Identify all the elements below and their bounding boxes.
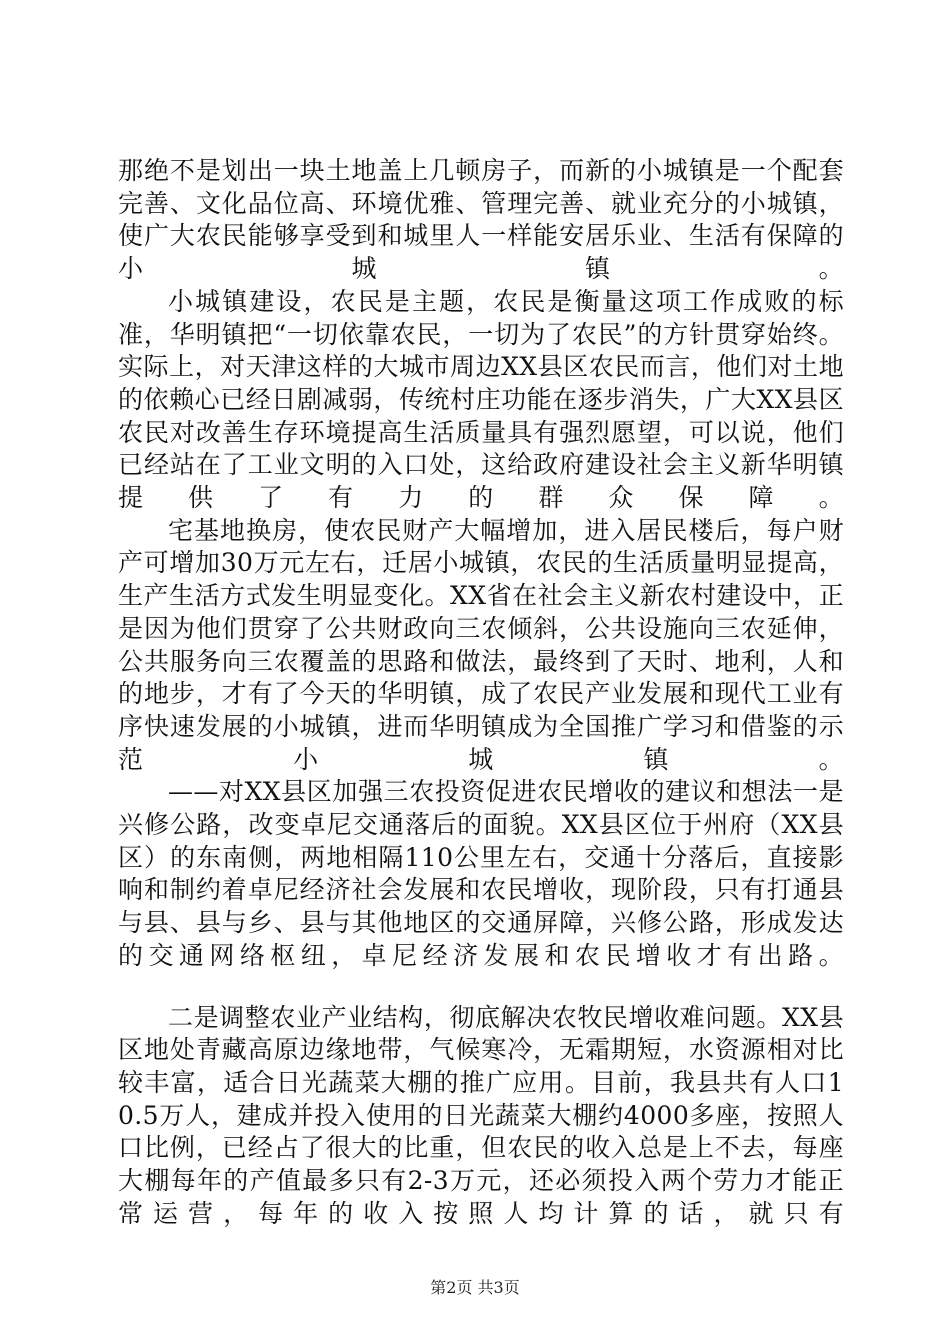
page-footer: 第2页 共3页	[430, 1278, 520, 1297]
paragraph-1: 那绝不是划出一块土地盖上几顿房子，而新的小城镇是一个配套完善、文化品位高、环境优雅、管理完善、就业充分的小城镇，使广大农民能够享受到和城里人一样能安居乐业、生活有保障的小城镇。	[118, 156, 844, 284]
paragraph-gap	[118, 973, 844, 1002]
paragraph-4: ——对XX县区加强三农投资促进农民增收的建议和想法一是兴修公路，改变卓尼交通落后的面貌。XX县区位于州府（XX县区）的东南侧，两地相隔110公里左右，交通十分落后，直接影响和制约着卓尼经济社会发展和农民增收，现阶段，只有打通县与县、县与乡、县与其他地区的交通屏障，兴修公路，形成发达的交通网络枢纽，卓尼经济发展和农民增收才有出路。	[118, 777, 844, 970]
document-body	[118, 155, 844, 1231]
paragraph-5: 二是调整农业产业结构，彻底解决农牧民增收难问题。XX县区地处青藏高原边缘地带，气候寒冷，无霜期短，水资源相对比较丰富，适合日光蔬菜大棚的推广应用。目前，我县共有人口10.5万人，建成并投入使用的日光蔬菜大棚约4000多座，按照人口比例，已经占了很大的比重，但农民的收入总是上不去，每座大棚每年的产值最多只有2-3万元，还必须投入两个劳力才能正常运营，每年的收入按照人均计算的话，就只有	[118, 1002, 844, 1228]
paragraph-2: 小城镇建设，农民是主题，农民是衡量这项工作成败的标准，华明镇把“一切依靠农民，一切为了农民”的方针贯穿始终。实际上，对天津这样的大城市周边XX县区农民而言，他们对土地的依赖心已经日剧减弱，传统村庄功能在逐步消失，广大XX县区农民对改善生存环境提高生活质量具有强烈愿望，可以说，他们已经站在了工业文明的入口处，这给政府建设社会主义新华明镇提供了有力的群众保障。	[118, 286, 844, 513]
paragraph-3: 宅基地换房，使农民财产大幅增加，进入居民楼后，每户财产可增加30万元左右，迁居小城镇，农民的生活质量明显提高，生产生活方式发生明显变化。XX省在社会主义新农村建设中，正是因为他们贯穿了公共财政向三农倾斜，公共设施向三农延伸，公共服务向三农覆盖的思路和做法，最终到了天时、地利，人和的地步，才有了今天的华明镇，成了农民产业发展和现代工业有序快速发展的小城镇，进而华明镇成为全国推广学习和借鉴的示范小城镇。	[118, 515, 844, 774]
